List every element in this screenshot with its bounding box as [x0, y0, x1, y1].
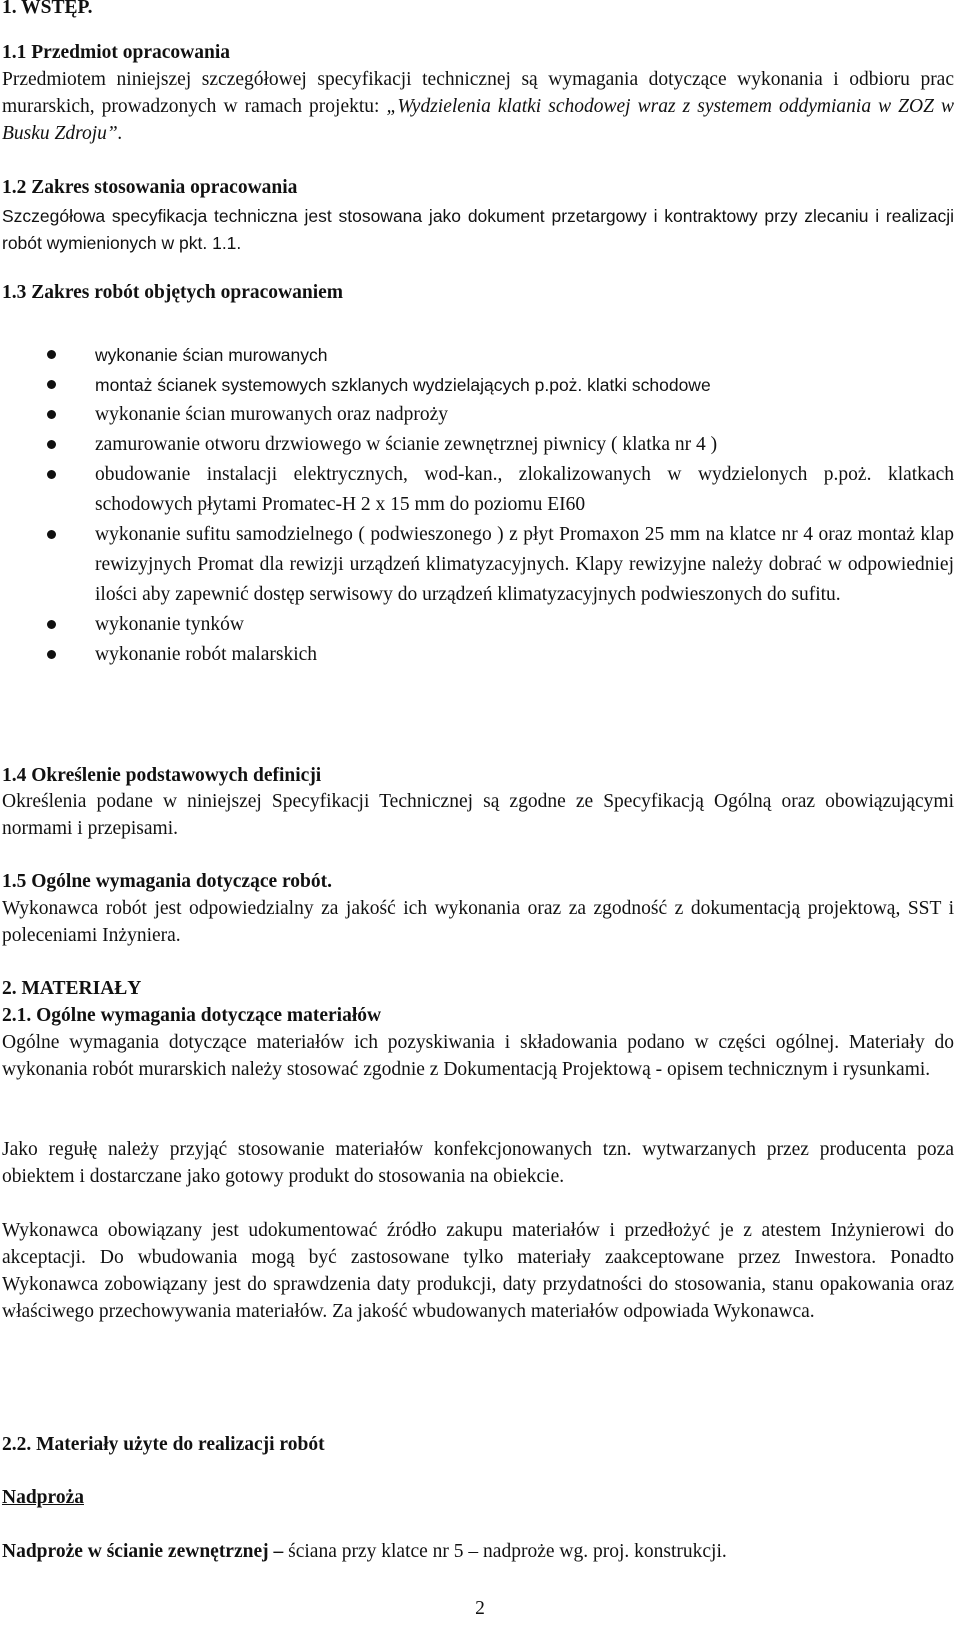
section-2-1-paragraph-3: Wykonawca obowiązany jest udokumentować źródło zakupu materiałów i przedłożyć je z atestem Inżynierowi do akceptacji. Do wbudowania mogą być zastosowane tylko materiały zaakceptowane przez Inwestora. Ponadto Wykonawca zobowiązany jest do sprawdzenia daty produkcji, daty przydatności do stosowania, stanu opakowania oraz właściwego przechowywania materiałów. Za jakość wbudowanych materiałów odpowiada Wykonawca. [2, 1220, 954, 1322]
list-item [0, 520, 954, 610]
bullet-icon [47, 650, 56, 659]
section-1-2-heading: 1.2 Zakres stosowania opracowania [2, 177, 298, 198]
section-2-2-heading: 2.2. Materiały użyte do realizacji robót [2, 1434, 325, 1455]
list-item [0, 610, 954, 640]
lintels-subheading: Nadproża [2, 1487, 84, 1508]
bullet-icon [47, 470, 56, 479]
list-item [0, 400, 954, 430]
list-item [0, 460, 954, 520]
section-1-4-heading: 1.4 Określenie podstawowych definicji [2, 765, 322, 786]
lintel-description [2, 1538, 954, 1565]
section-2-1-paragraph-1: Ogólne wymagania dotyczące materiałów ich pozyskiwania i składowania podano w części ogólnej. Materiały do wykonania robót murarskich należy stosować zgodnie z Dokumentacją Projektową - opisem technicznym i rysunkami. [2, 1032, 954, 1080]
list-item [0, 340, 954, 370]
section-1-4-text: Określenia podane w niniejszej Specyfikacji Technicznej są zgodne ze Specyfikacją Ogólną oraz obowiązującymi normami i przepisami. [2, 791, 954, 839]
scope-list [0, 340, 954, 670]
section-1-5-text: Wykonawca robót jest odpowiedzialny za jakość ich wykonania oraz za zgodność z dokumentacją projektową, SST i poleceniami Inżyniera. [2, 898, 954, 946]
section-2-1-heading: 2.1. Ogólne wymagania dotyczące materiałów [2, 1005, 382, 1026]
bullet-icon [47, 620, 56, 629]
section-1-1-text-main: Przedmiotem niniejszej szczegółowej specyfikacji technicznej są wymagania dotyczące wykonania i odbioru prac murarskich, prowadzonych w ramach projektu: [2, 69, 954, 117]
lintel-label: Nadproże w ścianie zewnętrznej – [2, 1541, 284, 1562]
section-1-1-text [2, 66, 954, 147]
section-2-heading: 2. MATERIAŁY [2, 978, 142, 999]
list-item [0, 640, 954, 670]
list-item-text: wykonanie robót malarskich [95, 644, 318, 665]
bullet-icon [47, 440, 56, 449]
section-1-1-heading: 1.1 Przedmiot opracowania [2, 42, 231, 63]
section-1-3-heading: 1.3 Zakres robót objętych opracowaniem [2, 282, 344, 303]
list-item [0, 430, 954, 460]
bullet-icon [47, 380, 56, 389]
section-1-heading: 1. WSTĘP. [2, 0, 93, 18]
list-item-text: wykonanie ścian murowanych oraz nadproży [95, 404, 449, 425]
bullet-icon [47, 350, 56, 359]
section-1-2-text: Szczegółowa specyfikacja techniczna jest stosowana jako dokument przetargowy i kontraktowy przy zlecaniu i realizacji robót wymienionych w pkt. 1.1. [2, 206, 954, 253]
bullet-icon [47, 410, 56, 419]
list-item-text: wykonanie ścian murowanych [95, 345, 328, 365]
lintel-text: ściana przy klatce nr 5 – nadproże wg. proj. konstrukcji. [283, 1541, 727, 1562]
bullet-icon [47, 530, 56, 539]
list-item-text: wykonanie tynków [95, 614, 244, 635]
project-title: „Wydzielenia klatki schodowej wraz z systemem oddymiania w ZOZ w Busku Zdroju”. [2, 96, 954, 144]
section-2-1-paragraph-2: Jako regułę należy przyjąć stosowanie materiałów konfekcjonowanych tzn. wytwarzanych przez producenta poza obiektem i dostarczane jako gotowy produkt do stosowania na obiekcie. [2, 1139, 954, 1187]
list-item-text: wykonanie sufitu samodzielnego ( podwieszonego ) z płyt Promaxon 25 mm na klatce nr 4 oraz montaż klap rewizyjnych Promat dla rewizji urządzeń klimatyzacyjnych. Klapy rewizyjne należy dobrać w odpowiedniej ilości aby zapewnić dostęp serwisowy do urządzeń klimatyzacyjnych podwieszonych do sufitu. [95, 524, 954, 605]
list-item [0, 370, 954, 400]
page-number: 2 [475, 1598, 485, 1619]
list-item-text: zamurowanie otworu drzwiowego w ścianie zewnętrznej piwnicy ( klatka nr 4 ) [95, 434, 718, 455]
section-1-5-heading: 1.5 Ogólne wymagania dotyczące robót. [2, 871, 333, 892]
list-item-text: montaż ścianek systemowych szklanych wydzielających p.poż. klatki schodowe [95, 375, 711, 395]
list-item-text: obudowanie instalacji elektrycznych, wod-kan., zlokalizowanych w wydzielonych p.poż. klatkach schodowych płytami Promatec-H 2 x 15 mm do poziomu EI60 [95, 464, 954, 515]
